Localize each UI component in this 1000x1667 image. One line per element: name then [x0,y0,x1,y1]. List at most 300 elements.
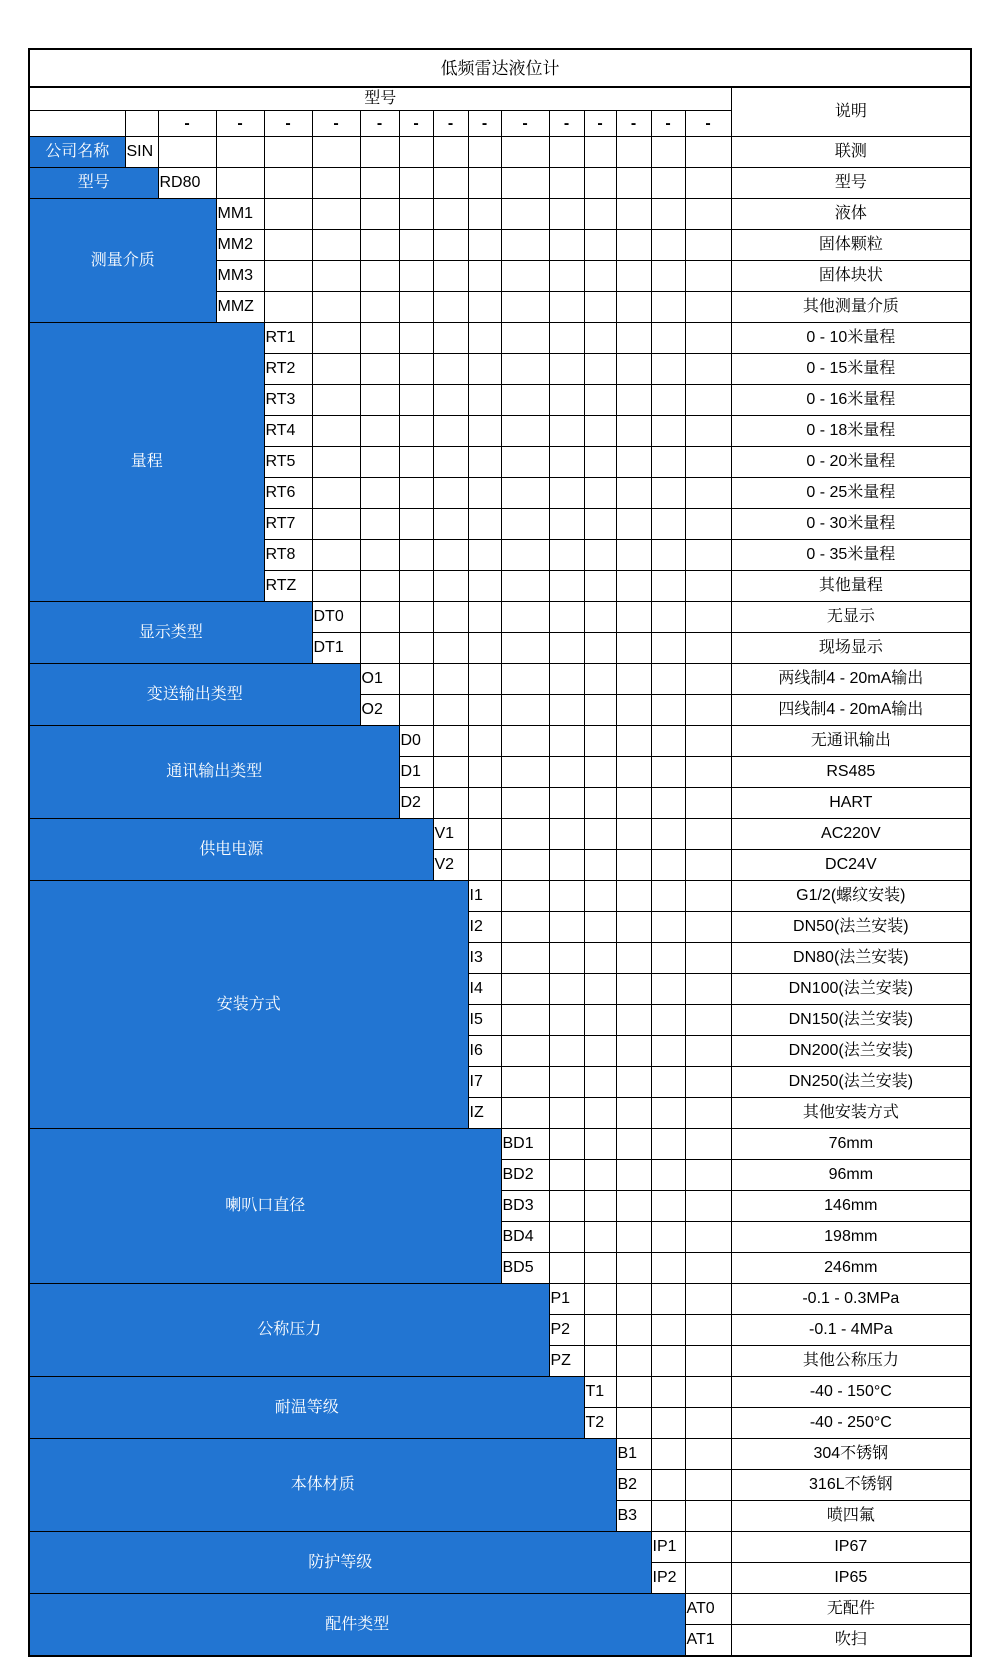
description-cell: 其他测量介质 [731,292,971,323]
empty-cell [651,1408,685,1439]
empty-cell [399,664,433,695]
empty-cell [501,571,549,602]
description-cell: 吹扫 [731,1625,971,1657]
empty-cell [651,447,685,478]
empty-cell [584,261,616,292]
empty-cell [685,416,731,447]
description-cell: 0 - 25米量程 [731,478,971,509]
code-cell: B1 [616,1439,651,1470]
empty-cell [616,137,651,168]
empty-cell [685,1470,731,1501]
empty-cell [468,664,501,695]
description-cell: 无通讯输出 [731,726,971,757]
empty-cell [616,726,651,757]
model-selection-table [28,48,972,1657]
description-cell: 76mm [731,1129,971,1160]
empty-cell [616,695,651,726]
empty-cell [651,323,685,354]
dash-cell: - [549,111,584,137]
empty-cell [651,1315,685,1346]
empty-cell [433,261,468,292]
empty-cell [468,571,501,602]
table-row [29,323,971,354]
description-cell: 0 - 35米量程 [731,540,971,571]
empty-cell [264,261,312,292]
empty-cell [433,385,468,416]
code-cell: RT3 [264,385,312,416]
empty-cell [584,788,616,819]
empty-cell [584,1129,616,1160]
empty-cell [360,292,399,323]
empty-cell [685,385,731,416]
empty-cell [584,509,616,540]
empty-cell [433,726,468,757]
empty-cell [501,1067,549,1098]
empty-cell [360,509,399,540]
empty-cell [501,633,549,664]
code-cell: RD80 [158,168,216,199]
dash-cell: - [158,111,216,137]
empty-cell [651,633,685,664]
description-cell: DN100(法兰安装) [731,974,971,1005]
empty-cell [685,726,731,757]
dash-cell: - [312,111,360,137]
category-cell: 配件类型 [29,1594,685,1657]
code-cell: MMZ [216,292,264,323]
empty-cell [399,354,433,385]
empty-cell [685,881,731,912]
empty-cell [549,292,584,323]
code-cell: I4 [468,974,501,1005]
empty-cell [651,788,685,819]
description-cell: 固体块状 [731,261,971,292]
empty-cell [651,1253,685,1284]
code-cell: IZ [468,1098,501,1129]
code-cell: IP2 [651,1563,685,1594]
empty-cell [584,1160,616,1191]
description-cell: 96mm [731,1160,971,1191]
empty-cell [360,261,399,292]
empty-cell [616,1160,651,1191]
code-cell: D2 [399,788,433,819]
description-cell: 0 - 16米量程 [731,385,971,416]
empty-cell [651,540,685,571]
empty-cell [685,1160,731,1191]
category-cell: 公称压力 [29,1284,549,1377]
empty-cell [616,850,651,881]
empty-cell [468,540,501,571]
empty-cell [685,1191,731,1222]
empty-cell [616,571,651,602]
empty-cell [433,230,468,261]
table-row [29,199,971,230]
empty-cell [360,633,399,664]
table-row [29,602,971,633]
empty-cell [433,447,468,478]
empty-cell [501,292,549,323]
empty-cell [433,571,468,602]
empty-cell [685,1284,731,1315]
page-title: 低频雷达液位计 [29,49,971,87]
category-cell: 供电电源 [29,819,433,881]
empty-cell [685,509,731,540]
empty-cell [549,726,584,757]
empty-cell [651,1439,685,1470]
code-cell: RT5 [264,447,312,478]
empty-cell [433,633,468,664]
empty-cell [264,199,312,230]
empty-cell [433,695,468,726]
empty-cell [616,1346,651,1377]
dash-cell: - [433,111,468,137]
description-cell: -40 - 250°C [731,1408,971,1439]
empty-cell [685,354,731,385]
empty-cell [125,111,158,137]
empty-cell [433,168,468,199]
empty-cell [616,447,651,478]
empty-cell [685,1377,731,1408]
category-cell: 喇叭口直径 [29,1129,501,1284]
empty-cell [501,540,549,571]
empty-cell [549,385,584,416]
empty-cell [651,974,685,1005]
empty-cell [312,447,360,478]
empty-cell [651,602,685,633]
category-cell: 耐温等级 [29,1377,584,1439]
empty-cell [312,230,360,261]
empty-cell [616,1191,651,1222]
empty-cell [264,168,312,199]
description-cell: 0 - 30米量程 [731,509,971,540]
code-cell: O1 [360,664,399,695]
empty-cell [685,943,731,974]
empty-cell [651,1098,685,1129]
empty-cell [651,1160,685,1191]
empty-cell [584,1005,616,1036]
empty-cell [549,819,584,850]
empty-cell [399,695,433,726]
code-cell: P1 [549,1284,584,1315]
empty-cell [616,788,651,819]
empty-cell [584,385,616,416]
empty-cell [549,1005,584,1036]
empty-cell [685,1408,731,1439]
empty-cell [549,168,584,199]
empty-cell [501,695,549,726]
code-cell: RT1 [264,323,312,354]
empty-cell [360,571,399,602]
empty-cell [549,571,584,602]
empty-cell [399,323,433,354]
empty-cell [685,695,731,726]
empty-cell [312,261,360,292]
description-cell: 0 - 10米量程 [731,323,971,354]
code-cell: SIN [125,137,158,168]
dash-cell: - [616,111,651,137]
empty-cell [433,137,468,168]
empty-cell [616,602,651,633]
empty-cell [685,1067,731,1098]
empty-cell [501,1005,549,1036]
table-row [29,1594,971,1625]
dash-cell: - [264,111,312,137]
dash-cell: - [399,111,433,137]
empty-cell [468,850,501,881]
empty-cell [549,478,584,509]
empty-cell [616,633,651,664]
empty-cell [651,1501,685,1532]
code-cell: I6 [468,1036,501,1067]
empty-cell [616,881,651,912]
code-cell: RT4 [264,416,312,447]
empty-cell [616,1005,651,1036]
table-row [29,1439,971,1470]
empty-cell [685,1253,731,1284]
empty-cell [549,695,584,726]
empty-cell [468,602,501,633]
empty-cell [685,664,731,695]
description-cell: 液体 [731,199,971,230]
empty-cell [685,912,731,943]
empty-cell [501,912,549,943]
empty-cell [549,416,584,447]
empty-cell [616,261,651,292]
empty-cell [584,416,616,447]
empty-cell [685,137,731,168]
empty-cell [549,757,584,788]
empty-cell [584,478,616,509]
code-cell: RT8 [264,540,312,571]
empty-cell [651,757,685,788]
empty-cell [584,1191,616,1222]
empty-cell [468,416,501,447]
empty-cell [651,664,685,695]
empty-cell [549,974,584,1005]
empty-cell [216,137,264,168]
description-cell: 无显示 [731,602,971,633]
empty-cell [651,478,685,509]
description-cell: 无配件 [731,1594,971,1625]
empty-cell [501,323,549,354]
empty-cell [584,1253,616,1284]
empty-cell [685,292,731,323]
empty-cell [360,602,399,633]
description-cell: 其他公称压力 [731,1346,971,1377]
empty-cell [685,850,731,881]
empty-cell [312,540,360,571]
empty-cell [549,881,584,912]
code-cell: BD2 [501,1160,549,1191]
empty-cell [468,230,501,261]
empty-cell [549,1160,584,1191]
empty-cell [399,478,433,509]
description-cell: 型号 [731,168,971,199]
empty-cell [584,974,616,1005]
empty-cell [584,137,616,168]
empty-cell [685,1129,731,1160]
empty-cell [616,540,651,571]
empty-cell [501,602,549,633]
description-cell: G1/2(螺纹安装) [731,881,971,912]
empty-cell [616,664,651,695]
empty-cell [584,602,616,633]
description-cell: HART [731,788,971,819]
dash-cell: - [584,111,616,137]
empty-cell [651,137,685,168]
empty-cell [685,1439,731,1470]
table-row [29,1284,971,1315]
description-cell: 其他安装方式 [731,1098,971,1129]
empty-cell [312,416,360,447]
empty-cell [584,1315,616,1346]
empty-cell [399,230,433,261]
empty-cell [584,1346,616,1377]
table-row [29,1377,971,1408]
empty-cell [549,1098,584,1129]
category-cell: 本体材质 [29,1439,616,1532]
empty-cell [584,726,616,757]
empty-cell [616,292,651,323]
empty-cell [399,509,433,540]
empty-cell [584,1036,616,1067]
empty-cell [651,1129,685,1160]
empty-cell [685,230,731,261]
empty-cell [468,478,501,509]
empty-cell [433,757,468,788]
empty-cell [549,1253,584,1284]
empty-cell [651,1191,685,1222]
empty-cell [549,230,584,261]
empty-cell [312,571,360,602]
table-row [29,819,971,850]
category-cell: 显示类型 [29,602,312,664]
empty-cell [399,447,433,478]
empty-cell [549,1191,584,1222]
empty-cell [312,385,360,416]
code-cell: P2 [549,1315,584,1346]
empty-cell [549,137,584,168]
table-row [29,1532,971,1563]
empty-cell [651,943,685,974]
category-cell: 测量介质 [29,199,216,323]
empty-cell [549,633,584,664]
empty-cell [685,540,731,571]
code-cell: BD1 [501,1129,549,1160]
empty-cell [433,199,468,230]
code-cell: RT7 [264,509,312,540]
empty-cell [399,602,433,633]
empty-cell [501,1098,549,1129]
category-cell: 量程 [29,323,264,602]
empty-cell [651,1377,685,1408]
description-cell: 146mm [731,1191,971,1222]
empty-cell [549,323,584,354]
empty-cell [312,137,360,168]
code-cell: RT6 [264,478,312,509]
code-cell: I5 [468,1005,501,1036]
empty-cell [685,602,731,633]
empty-cell [549,912,584,943]
empty-cell [685,323,731,354]
code-cell: MM2 [216,230,264,261]
empty-cell [501,509,549,540]
empty-cell [501,788,549,819]
empty-cell [584,943,616,974]
empty-cell [468,354,501,385]
empty-cell [584,633,616,664]
empty-cell [584,664,616,695]
code-cell: D0 [399,726,433,757]
empty-cell [501,881,549,912]
empty-cell [651,1346,685,1377]
empty-cell [685,478,731,509]
empty-cell [468,726,501,757]
empty-cell [616,1098,651,1129]
empty-cell [549,1036,584,1067]
empty-cell [433,416,468,447]
empty-cell [549,1222,584,1253]
table-row [29,726,971,757]
empty-cell [433,602,468,633]
description-cell: 两线制4 - 20mA输出 [731,664,971,695]
empty-cell [433,323,468,354]
empty-cell [616,509,651,540]
empty-cell [616,1408,651,1439]
empty-cell [584,819,616,850]
empty-cell [651,1005,685,1036]
empty-cell [651,230,685,261]
empty-cell [360,447,399,478]
empty-cell [549,447,584,478]
code-cell: MM3 [216,261,264,292]
empty-cell [360,230,399,261]
empty-cell [685,1005,731,1036]
code-cell: V1 [433,819,468,850]
empty-cell [651,1036,685,1067]
empty-cell [360,540,399,571]
empty-cell [468,323,501,354]
empty-cell [616,819,651,850]
empty-cell [29,111,125,137]
empty-cell [312,354,360,385]
description-cell: 其他量程 [731,571,971,602]
empty-cell [468,199,501,230]
empty-cell [312,292,360,323]
dash-cell: - [651,111,685,137]
code-cell: V2 [433,850,468,881]
empty-cell [360,168,399,199]
empty-cell [468,137,501,168]
empty-cell [651,695,685,726]
empty-cell [685,261,731,292]
empty-cell [501,664,549,695]
description-cell: 198mm [731,1222,971,1253]
empty-cell [468,261,501,292]
category-cell: 防护等级 [29,1532,651,1594]
empty-cell [584,168,616,199]
empty-cell [468,385,501,416]
dash-cell: - [501,111,549,137]
empty-cell [651,1067,685,1098]
empty-cell [584,1284,616,1315]
empty-cell [616,912,651,943]
code-cell: PZ [549,1346,584,1377]
description-cell: 联测 [731,137,971,168]
empty-cell [616,323,651,354]
code-cell: O2 [360,695,399,726]
empty-cell [584,850,616,881]
empty-cell [549,354,584,385]
